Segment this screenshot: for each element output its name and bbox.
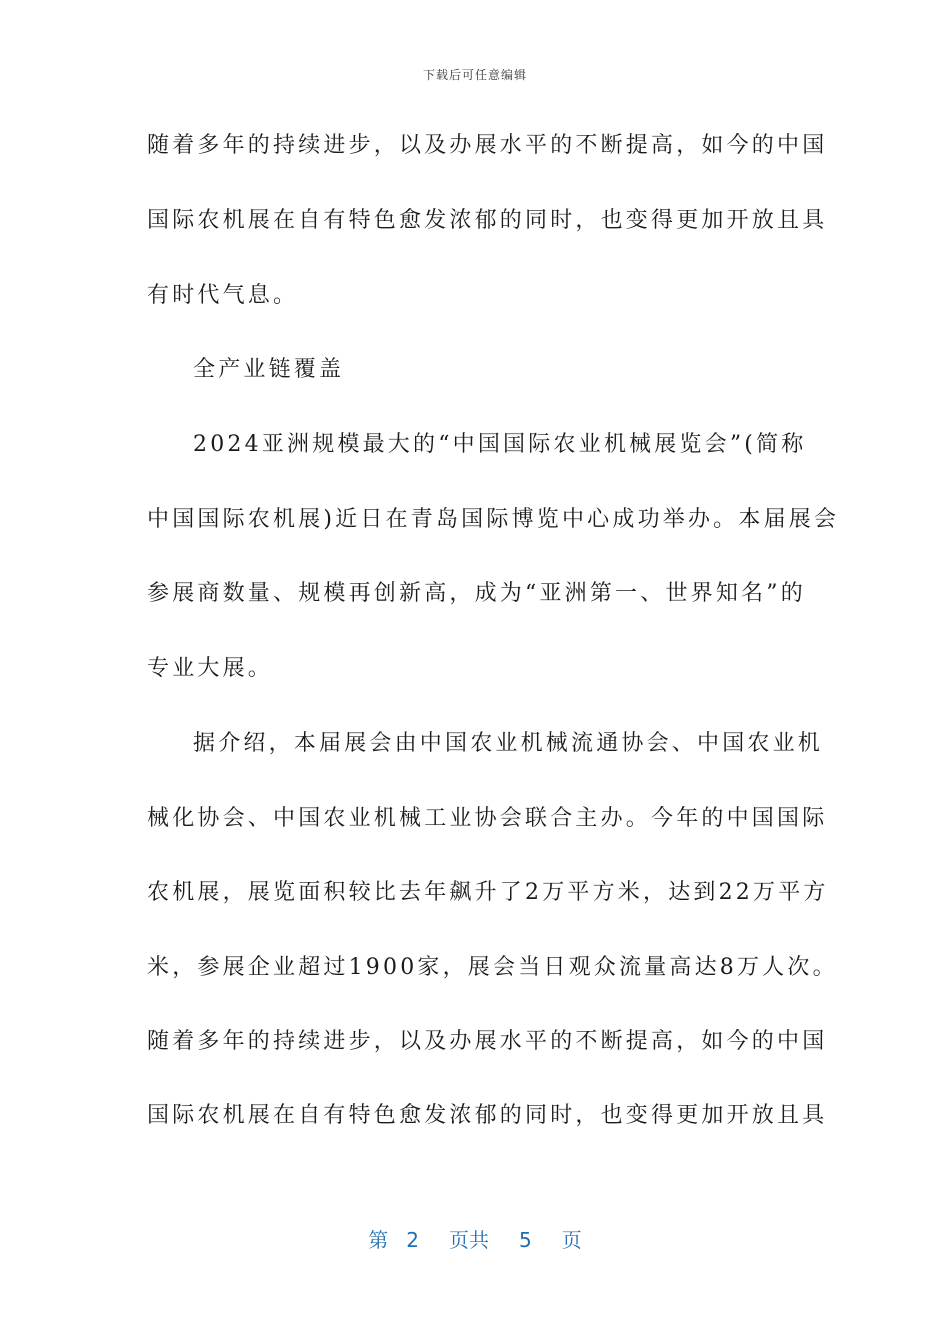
paragraph-line: 据介绍，本届展会由中国农业机械流通协会、中国农业机	[193, 731, 824, 756]
paragraph-line: 械化协会、中国农业机械工业协会联合主办。今年的中国国际	[147, 806, 828, 831]
paragraph-line: 有时代气息。	[147, 283, 299, 308]
total-pages-number: 5	[519, 1228, 532, 1252]
footer-suffix: 页	[561, 1228, 582, 1252]
paragraph-line: 米，参展企业超过1900家，展会当日观众流量高达8万人次。	[147, 955, 838, 980]
paragraph-line: 农机展，展览面积较比去年飙升了2万平方米，达到22万平方	[147, 880, 829, 905]
paragraph-line: 随着多年的持续进步，以及办展水平的不断提高，如今的中国	[147, 1029, 828, 1054]
section-heading: 全产业链覆盖	[193, 357, 345, 382]
paragraph-line: 国际农机展在自有特色愈发浓郁的同时，也变得更加开放且具	[147, 208, 828, 233]
paragraph-line: 2024亚洲规模最大的“中国国际农业机械展览会”(简称	[193, 432, 807, 457]
paragraph-line: 中国国际农机展)近日在青岛国际博览中心成功举办。本届展会	[147, 507, 840, 532]
footer-prefix: 第	[368, 1228, 389, 1252]
paragraph-line: 国际农机展在自有特色愈发浓郁的同时，也变得更加开放且具	[147, 1103, 828, 1128]
page-footer	[0, 1224, 950, 1253]
header-note: 下载后可任意编辑	[422, 68, 527, 82]
paragraph-line: 随着多年的持续进步，以及办展水平的不断提高，如今的中国	[147, 133, 828, 158]
current-page-number: 2	[406, 1228, 419, 1252]
paragraph-line: 参展商数量、规模再创新高，成为“亚洲第一、世界知名”的	[147, 581, 806, 606]
footer-middle: 页共	[449, 1228, 489, 1252]
paragraph-line: 专业大展。	[147, 656, 274, 681]
